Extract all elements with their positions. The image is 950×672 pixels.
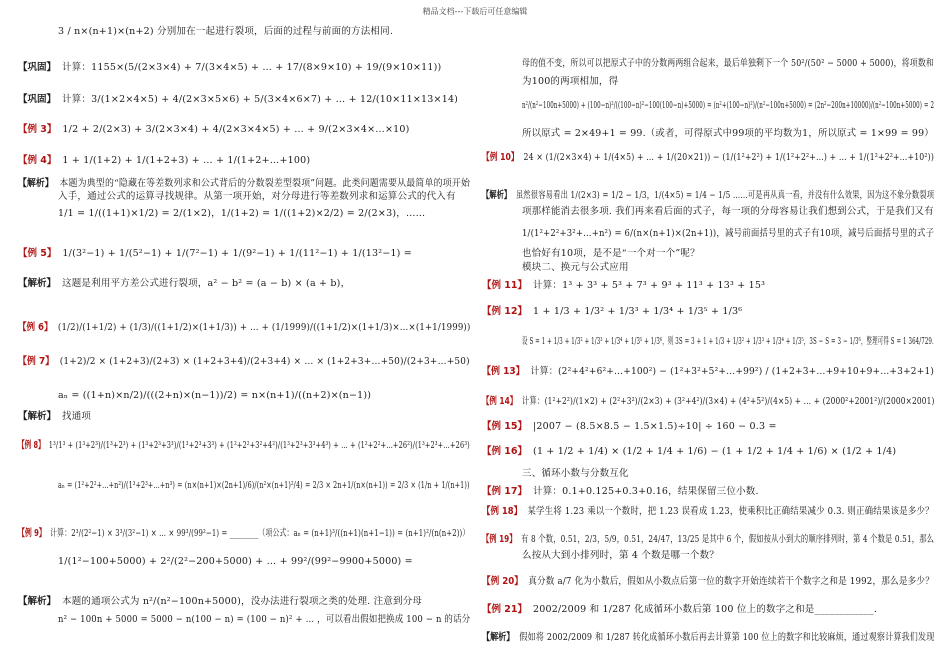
right-line	[482, 152, 934, 163]
item-text: 1/(3²−1) + 1/(5²−1) + 1/(7²−1) + 1/(9²−1) + 1/(11²−1) + 1/(13²−1) =	[62, 248, 412, 259]
left-line	[18, 596, 422, 607]
item-text: 入手，通过公式的运算寻找规律。从第一项开始，对分母进行等差数列求和运算公式的代入有	[58, 191, 456, 202]
right-line	[482, 486, 759, 497]
item-label: 【解析】	[18, 278, 57, 289]
right-line	[482, 632, 935, 643]
left-line	[18, 178, 470, 189]
item-text: 2002/2009 和 1/287 化成循环小数后第 100 位上的数字之和是____________.	[533, 604, 878, 615]
right-line	[482, 604, 877, 615]
item-text: (1 + 1/2 + 1/4) × (1/2 + 1/4 + 1/6) − (1 + 1/2 + 1/4 + 1/6) × (1/2 + 1/4)	[533, 446, 897, 457]
item-text: 1 + 1/3 + 1/3² + 1/3³ + 1/3⁴ + 1/3⁵ + 1/3⁶	[533, 306, 743, 317]
left-line	[58, 556, 413, 567]
item-label: 【解析】	[18, 178, 54, 189]
right-line	[482, 190, 934, 201]
left-line	[58, 614, 470, 625]
item-label: 【例 18】	[482, 506, 523, 517]
page-header: 精品文档---下载后可任意编辑	[422, 7, 528, 16]
item-text: 本题为典型的“隐藏在等差数列求和公式背后的分数裂差型裂项”问题。此类问题需要从最简单的项开始	[59, 178, 471, 189]
item-text: 为100的两项相加，得	[522, 76, 619, 87]
right-line	[482, 506, 934, 517]
left-line	[18, 124, 410, 135]
item-label: 【例 14】	[482, 396, 518, 407]
left-line	[18, 94, 458, 105]
item-label: 【解析】	[18, 596, 57, 607]
item-label: 【例 12】	[482, 306, 528, 317]
item-text: 项那样能消去很多项. 我们再来看后面的式子，每一项的分母容易让我们想到公式，于是我们又有	[522, 206, 934, 217]
item-text: 1/(1²+2²+3²+…+n²) = 6/(n×(n+1)×(2n+1))，减号前面括号里的式子有10项，减号后面括号里的式子	[522, 228, 935, 239]
item-text: 找通项	[62, 411, 92, 422]
right-line	[522, 248, 700, 259]
item-text: aₙ = ((1+n)×n/2)/(((2+n)×(n−1))/2) = n×(n+1)/((n+2)×(n−1))	[58, 390, 372, 401]
item-text: 计算：(1²+2²)/(1×2) + (2²+3²)/(2×3) + (3²+4²)/(3×4) + (4²+5²)/(4×5) + … + (2000²+2001²)/(2000×2001)	[521, 396, 935, 407]
item-text: 1/1 = 1/((1+1)×1/2) = 2/(1×2)，1/(1+2) = 1/((1+2)×2/2) = 2/(2×3)，……	[58, 208, 426, 219]
right-line	[522, 100, 934, 111]
right-line	[482, 366, 934, 377]
item-text: 1³/1³ + (1³+2³)/(1³+2³) + (1³+2³+3³)/(1³+2³+3³) + (1²+2²+3²+4²)/(1³+2³+3³+4³) + … + (1²+2²+…+26²)/(1³+2³+…+26³)	[48, 440, 470, 451]
item-text: 么按从大到小排列时，第 4 个数是哪一个数？	[522, 550, 719, 561]
right-line	[522, 468, 629, 479]
item-text: 计算：3/(1×2×4×5) + 4/(2×3×5×6) + 5/(3×4×6×7) + … + 12/(10×11×13×14)	[62, 94, 459, 105]
right-line	[482, 280, 765, 291]
item-label: 【解析】	[18, 411, 57, 422]
item-label: 【例 4】	[18, 155, 57, 166]
item-text: 计算：(2²+4²+6²+…+100²) − (1²+3²+5²+…+99²) / (1+2+3+…+9+10+9+…+3+2+1)	[530, 366, 935, 377]
item-text: 本题的通项公式为 n²/(n²−100n+5000)，没办法进行裂项之类的处理. 注意到分母	[62, 596, 423, 607]
item-label: 【例 20】	[482, 576, 523, 587]
right-line	[522, 76, 618, 87]
item-text: 计算：0.1+0.125+0.3+0.16，结果保留三位小数.	[533, 486, 759, 497]
item-text: n² − 100n + 5000 = 5000 − n(100 − n) = (100 − n)² + … ，可以看出假如把换成 100 − n 的话分	[58, 614, 471, 625]
item-text: 真分数 a/7 化为小数后，假如从小数点后第一位的数字开始连续若干个数字之和是 1992，那么是多少？	[528, 576, 934, 587]
left-line	[18, 411, 91, 422]
item-label: 【例 16】	[482, 446, 528, 457]
item-text: 设 S = 1 + 1/3 + 1/3² + 1/3³ + 1/3⁴ + 1/3⁵ + 1/3⁶，则 3S = 3 + 1 + 1/3 + 1/3² + 1/3³ + 1/3⁴ + 1/3⁵，3S − S = 3 − 1/3⁶，整理可得 S = 1 364/729.	[522, 336, 934, 347]
item-text: 1/2 + 2/(2×3) + 3/(2×3×4) + 4/(2×3×4×5) + … + 9/(2×3×4×…×10)	[62, 124, 410, 135]
right-line	[482, 421, 777, 432]
right-line	[522, 550, 719, 561]
right-line	[482, 576, 934, 587]
right-line	[522, 206, 934, 217]
item-label: 【例 8】	[18, 440, 45, 451]
right-line	[522, 228, 934, 239]
item-text: 某学生将 1.23 乘以一个数时，把 1.23 误看成 1.23，使乘积比正确结果减少 0.3. 则正确结果该是多少？	[527, 506, 934, 517]
right-line	[522, 336, 934, 347]
left-line	[58, 208, 425, 219]
right-line	[482, 446, 896, 457]
left-line	[58, 390, 371, 401]
item-label: 【巩固】	[18, 94, 57, 105]
right-line	[482, 534, 934, 545]
left-line	[58, 26, 393, 37]
item-text: (1/2)/(1+1/2) + (1/3)/((1+1/2)×(1+1/3)) + … + (1/1999)/((1+1/2)×(1+1/3)×…×(1+1/1999))	[57, 322, 471, 333]
left-line	[18, 278, 350, 289]
left-line	[18, 62, 441, 73]
item-text: 这题是利用平方差公式进行裂项，a² − b² = (a − b) × (a + b)，	[62, 278, 351, 289]
right-line	[522, 128, 934, 139]
right-line	[522, 262, 629, 273]
item-text: 计算：1³ + 3³ + 5³ + 7³ + 9³ + 11³ + 13³ + 15³	[533, 280, 766, 291]
item-text: 1 + 1/(1+2) + 1/(1+2+3) + … + 1/(1+2+…+100)	[62, 155, 311, 166]
item-text: 假如将 2002/2009 和 1/287 转化成循环小数后再去计算第 100 位上的数字和比较麻烦，通过观察计算我们发现	[519, 632, 935, 643]
item-text: 虽然很容易看出 1/(2×3) = 1/2 − 1/3，1/(4×5) = 1/4 − 1/5 ……可是再从真一看，并没有什么效果，因为这不象分数裂项	[515, 190, 935, 201]
item-text: 母的值不变，所以可以把原式子中的分数两两组合起来，最后单独剩下一个 50²/(50² − 5000 + 5000)，将项数和	[522, 58, 934, 69]
item-text: 3 / n×(n+1)×(n+2) 分别加在一起进行裂项，后面的过程与前面的方法相同.	[58, 26, 394, 37]
item-label: 【例 5】	[18, 248, 57, 259]
item-label: 【例 19】	[482, 534, 517, 545]
left-line	[18, 248, 412, 259]
item-label: 【例 3】	[18, 124, 57, 135]
item-text: aₙ = (1²+2²+…+n²)/(1³+2³+…+n³) = (n×(n+1)×(2n+1)/6)/(n²×(n+1)²/4) = 2/3 × 2n+1/(n×(n+1)) = 2/3 × (1/n + 1/(n+1))	[58, 480, 470, 491]
item-text: |2007 − (8.5×8.5 − 1.5×1.5)÷10| ÷ 160 − 0.3 =	[533, 421, 777, 432]
left-line	[18, 528, 469, 539]
item-label: 【例 17】	[482, 486, 528, 497]
item-text: 1/(1²−100+5000) + 2²/(2²−200+5000) + … + 99²/(99²−9900+5000) =	[58, 556, 413, 567]
item-text: 模块二、换元与公式应用	[522, 262, 629, 273]
right-line	[522, 58, 934, 69]
item-label: 【解析】	[482, 190, 512, 201]
item-text: 也恰好有10项，是不是“一个对一个”呢？	[522, 248, 700, 259]
right-line	[482, 396, 935, 407]
left-line	[58, 191, 456, 202]
left-line	[18, 356, 470, 367]
right-line	[482, 306, 742, 317]
left-line	[18, 440, 470, 451]
left-line	[18, 155, 310, 166]
item-label: 【例 9】	[18, 528, 46, 539]
item-label: 【巩固】	[18, 62, 57, 73]
item-label: 【解析】	[482, 632, 515, 643]
item-text: (1+2)/2 × (1+2+3)/(2+3) × (1+2+3+4)/(2+3+4) × … × (1+2+3+…+50)/(2+3+…+50)	[59, 356, 470, 367]
item-text: 计算：1155×(5/(2×3×4) + 7/(3×4×5) + … + 17/(8×9×10) + 19/(9×10×11))	[62, 62, 442, 73]
left-line	[18, 322, 470, 333]
item-label: 【例 15】	[482, 421, 528, 432]
item-text: n²/(n²−100n+5000) + (100−n)²/((100−n)²−100(100−n)+5000) = (n²+(100−n)²)/(n²−100n+5000) = (2n²−200n+10000)/(n²−100n+5000) = 2	[522, 100, 935, 111]
left-line	[58, 480, 470, 491]
item-text: 所以原式 = 2×49+1 = 99.（或者，可得原式中99项的平均数为1，所以原式 = 1×99 = 99）	[522, 128, 934, 139]
item-label: 【例 7】	[18, 356, 55, 367]
item-label: 【例 11】	[482, 280, 528, 291]
item-text: 有 8 个数，0.51，2/3，5/9，0.51，24/47，13/25 是其中 6 个，假如按从小到大的顺序排列时，第 4 个数是 0.51，那么	[521, 534, 935, 545]
item-text: 计算：2³/(2²−1) × 3³/(3²−1) × … × 99³/(99²−1) = ________（项公式：aₙ = (n+1)³/((n+1)(n+1−1)) = (n+1)²/(n(n+2))）	[50, 528, 470, 539]
item-text: 三、循环小数与分数互化	[522, 468, 629, 479]
item-label: 【例 10】	[482, 152, 519, 163]
item-label: 【例 6】	[18, 322, 53, 333]
item-text: 24 × (1/(2×3×4) + 1/(4×5) + … + 1/(20×21)) − (1/(1²+2²) + 1/(1²+2²+…) + … + 1/(1²+2²+…+10²))	[523, 152, 935, 163]
item-label: 【例 21】	[482, 604, 528, 615]
item-label: 【例 13】	[482, 366, 525, 377]
